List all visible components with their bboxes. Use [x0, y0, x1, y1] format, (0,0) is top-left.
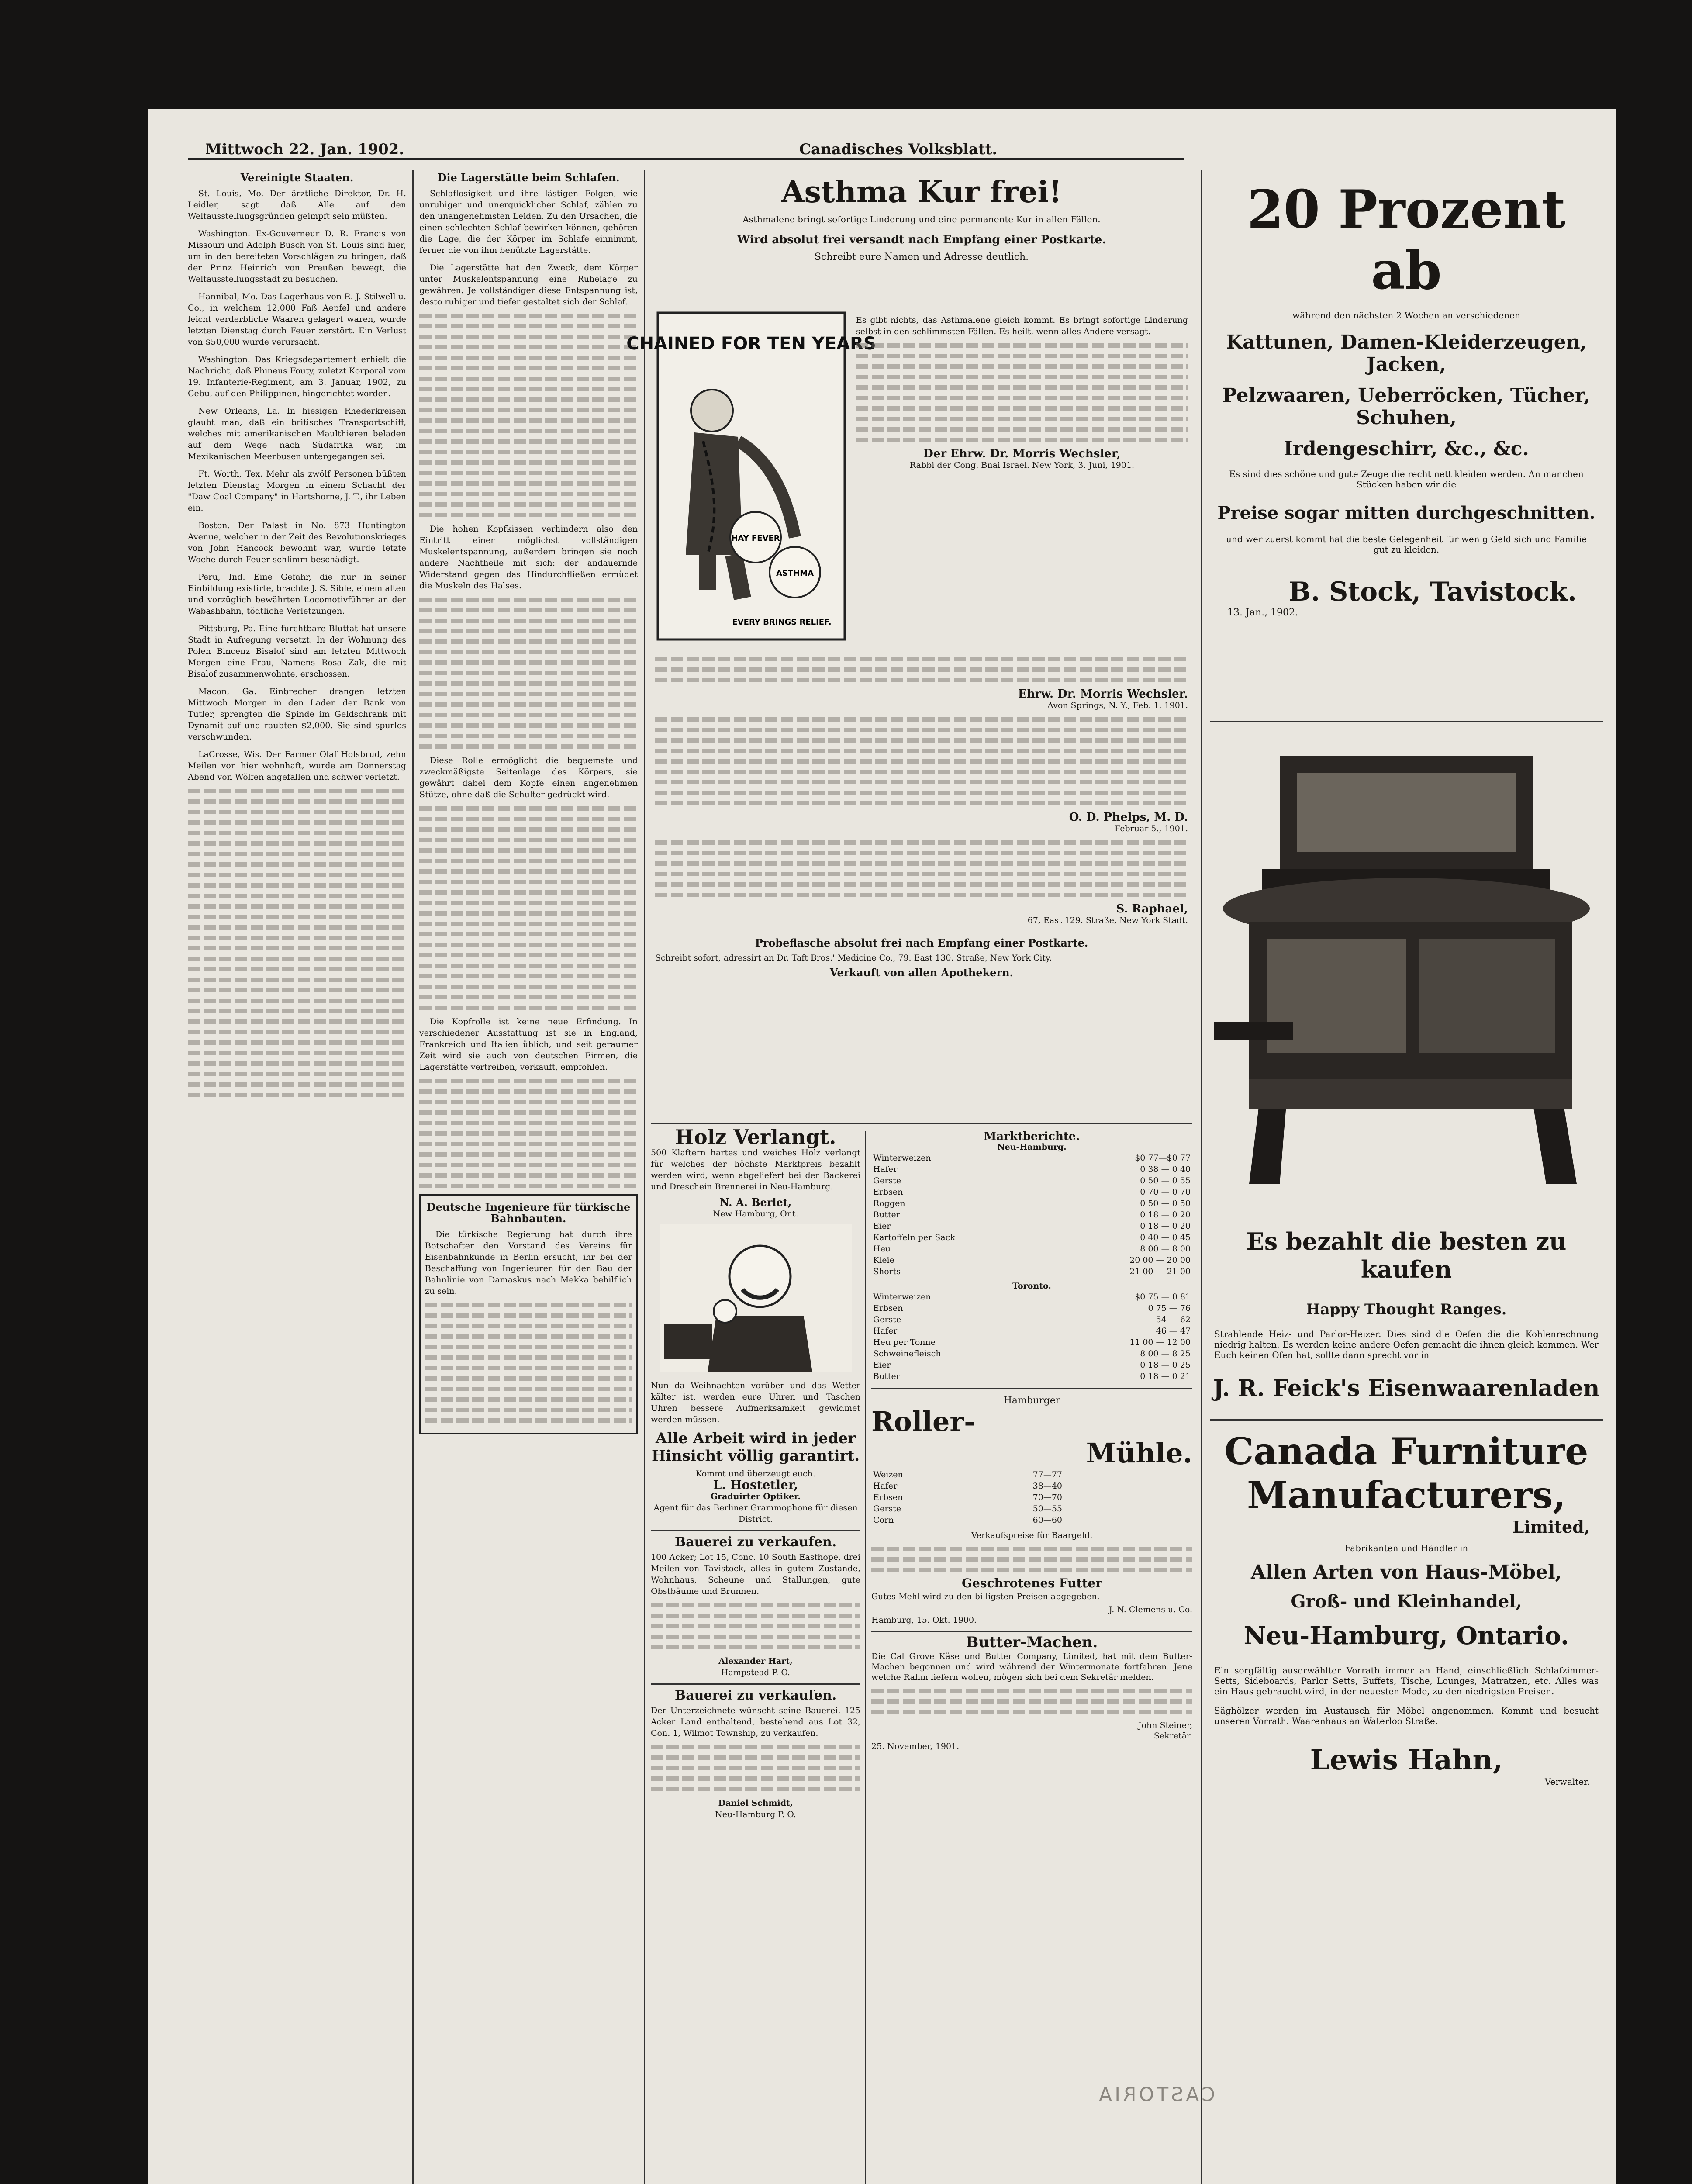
market-item: Kleie: [873, 1255, 894, 1265]
butter-title: Butter-Machen.: [966, 1634, 1098, 1651]
market-row: [871, 1325, 1192, 1337]
holz-place: New Hamburg, Ont.: [713, 1209, 798, 1219]
market-price: 0 18 — 0 20: [1140, 1221, 1191, 1231]
news-section-title: Vereinigte Staaten.: [240, 171, 354, 184]
market-price: 0 70 — 0 70: [1140, 1187, 1191, 1197]
column-rule: [412, 170, 414, 2184]
signature-wechsler: Der Ehrw. Dr. Morris Wechsler,: [923, 447, 1121, 460]
market-item: Hafer: [873, 1165, 898, 1174]
market-item: Hafer: [873, 1326, 898, 1336]
roller-date: Hamburg, 15. Okt. 1900.: [871, 1615, 977, 1625]
market-item: Gerste: [873, 1176, 901, 1185]
market-item: Erbsen: [873, 1187, 903, 1197]
column-rule: [865, 1131, 866, 2184]
stock-name: B. Stock, Tavistock.: [1288, 577, 1577, 607]
market-price: 20 00 — 20 00: [1129, 1255, 1191, 1265]
classifieds-left: [651, 1125, 860, 2184]
roller-price-table: [871, 1469, 1064, 1526]
chained-caption: CHAINED FOR TEN YEARS: [626, 334, 876, 354]
signature-wechsler-2-sub: Avon Springs, N. Y., Feb. 1. 1901.: [1047, 701, 1188, 710]
stock-ad: [1210, 170, 1603, 716]
market-item: Gerste: [873, 1315, 901, 1324]
market-item: Eier: [873, 1360, 891, 1370]
stock-goods-2: Pelzwaaren, Ueberröcken, Tücher, Schuhen,: [1222, 384, 1591, 429]
news-item: Ft. Worth, Tex. Mehr als zwölf Personen büßten letzten Dienstag Morgen in einem Schacht der "Daw Coal Company" in Hartshorne, J. T., ihr Leben ein.: [188, 469, 406, 513]
header-paper-name: Canadisches Volksblatt.: [799, 141, 998, 158]
stock-intro: während den nächsten 2 Wochen an verschiedenen: [1292, 310, 1520, 321]
article-title: Die Lagerstätte beim Schlafen.: [437, 171, 620, 184]
market-item: Heu per Tonne: [873, 1337, 936, 1347]
text-lines: [419, 598, 638, 749]
market-row: [871, 1164, 1192, 1175]
roller-signature: J. N. Clemens u. Co.: [1109, 1605, 1192, 1614]
signature-phelps: O. D. Phelps, M. D.: [1069, 811, 1188, 824]
stock-preise: Preise sogar mitten durchgeschnitten.: [1217, 503, 1595, 523]
market-row: [871, 1152, 1192, 1164]
column-article: [419, 170, 638, 2184]
article-paragraph: Die hohen Kopfkissen verhindern also den Eintritt einer möglichst vollständigen Muskelentspannung, außerdem bringen sie noch andere Nachtheile mit sich: der andauernde Widerstand gegen das Hindurchfließen ermüdet die Muskeln des Halses.: [419, 524, 638, 591]
section-rule: [1210, 721, 1603, 722]
text-lines: [419, 1079, 638, 1188]
asthma-footer-free: Probeflasche absolut frei nach Empfang einer Postkarte.: [755, 936, 1088, 949]
market-row: [871, 1243, 1192, 1254]
news-item: LaCrosse, Wis. Der Farmer Olaf Holsbrud, zehn Meilen von hier wohnhaft, wurde am Donnerstag Abend von Wölfen angefallen und schwer verletzt.: [188, 750, 406, 782]
bauerei2-name: Daniel Schmidt,: [718, 1798, 793, 1808]
market-price: 0 75 — 76: [1148, 1303, 1191, 1313]
asthma-free-line: Wird absolut frei versandt nach Empfang einer Postkarte.: [737, 233, 1106, 246]
text-lines: [419, 314, 638, 517]
furniture-trade: Groß- und Kleinhandel,: [1291, 1591, 1522, 1612]
market-row: [871, 1186, 1192, 1198]
asthma-footer-sold: Verkauft von allen Apothekern.: [830, 966, 1013, 979]
market-row: [871, 1198, 1192, 1209]
asthma-address-line: Schreibt eure Namen und Adresse deutlich.: [814, 252, 1029, 263]
section-rule: [871, 1631, 1192, 1632]
butter-date: 25. November, 1901.: [871, 1742, 960, 1751]
bauerei1-text: 100 Acker; Lot 15, Conc. 10 South Easthope, drei Meilen von Tavistock, alles in gutem Zustande, Wohnhaus, Scheune und Stallungen, gute Obstbäume und Brunnen.: [651, 1552, 860, 1596]
market-item: Winterweizen: [873, 1153, 931, 1163]
market-price: 54 — 62: [1156, 1315, 1191, 1324]
market-item: Roggen: [873, 1199, 905, 1208]
signature-wechsler-sub: Rabbi der Cong. Bnai Israel. New York, 3. Juni, 1901.: [909, 460, 1135, 470]
optiker-agent: Agent für das Berliner Grammophone für diesen District.: [653, 1503, 858, 1524]
text-lines: [856, 343, 1188, 442]
furniture-makers: Fabrikanten und Händler in: [1344, 1543, 1468, 1553]
section-rule: [871, 1388, 1192, 1389]
market-price: 0 50 — 0 55: [1140, 1176, 1191, 1185]
market-row: [871, 1266, 1192, 1277]
market-row: [871, 1209, 1192, 1220]
column-rule: [1201, 170, 1202, 2184]
market-price: 0 40 — 0 45: [1140, 1233, 1191, 1242]
furniture-line1: Canada Furniture: [1224, 1430, 1588, 1473]
text-lines: [871, 1689, 1192, 1714]
market-item: Butter: [873, 1210, 900, 1220]
butter-text: Die Cal Grove Käse und Butter Company, Limited, hat mit dem Butter-Machen begonnen und wird während der Wintermonate fortfahren. Jene welche Rahm liefern wollen, mögen sich bei dem Sekretär melden.: [871, 1652, 1192, 1682]
signature-raphael-sub: 67, East 129. Straße, New York Stadt.: [1027, 916, 1188, 925]
asthma-title: Asthma Kur frei!: [781, 175, 1062, 210]
news-item: St. Louis, Mo. Der ärztliche Direktor, Dr. H. Leidler, sagt daß Alle auf den Weltausstellungsgründen geimpft sein müßten.: [188, 189, 406, 221]
asthma-letters: [655, 651, 1188, 978]
market-price: 70—70: [1032, 1493, 1062, 1502]
holz-text: 500 Klaftern hartes und weiches Holz verlangt für welches der höchste Marktpreis bezahlt werden wird, wenn abgeliefert bei der Backerei und Dreschein Brennerei in Neu-Hamburg.: [651, 1148, 860, 1192]
text-lines: [419, 806, 638, 1010]
roller-futter: Geschrotenes Futter: [962, 1576, 1102, 1590]
market-item: Eier: [873, 1221, 891, 1231]
market-price: 0 50 — 0 50: [1140, 1199, 1191, 1208]
article-paragraph: Diese Rolle ermöglicht die bequemste und zweckmäßigste Seitenlage des Körpers, sie gewährt dabei dem Kopfe einen angenehmen Stütze, ohne daß die Schulter gedrückt wird.: [419, 756, 638, 799]
text-lines: [188, 789, 406, 1097]
news-item: New Orleans, La. In hiesigen Rhederkreisen glaubt man, daß ein britisches Transportschiff, welches mit amerikanischen Maulthieren beladen auf dem Wege nach Südafrika war, im Mexikanischen Meerbusen untergegangen sei.: [188, 406, 406, 461]
news-item: Washington. Das Kriegsdepartement erhielt die Nachricht, daß Phineus Fouty, zuletzt Korporal vom 19. Infanterie-Regiment, am 3. Januar, 1902, zu Cebu, auf den Philippinen, hingerichtet worden.: [188, 355, 406, 398]
asthma-text: Es gibt nichts, das Asthmalene gleich kommt. Es bringt sofortige Linderung selbst in den schlimmsten Fällen. Es heilt, wenn alles Andere versagt.: [856, 315, 1188, 336]
market-row: [871, 1232, 1192, 1243]
stove-headline: Es bezahlt die besten zu kaufen: [1246, 1227, 1567, 1283]
market-price: 0 18 — 0 20: [1140, 1210, 1191, 1220]
market-price: 8 00 — 8 25: [1140, 1349, 1191, 1358]
signature-raphael: S. Raphael,: [1116, 902, 1188, 916]
signature-wechsler-2: Ehrw. Dr. Morris Wechsler.: [1018, 688, 1188, 701]
news-item: Hannibal, Mo. Das Lagerhaus von R. J. Stilwell u. Co., in welchem 12,000 Faß Aepfel und andere leicht verderbliche Waaren gelagert waren, wurde letzten Dienstag durch Feuer zerstört. Ein Verlust von $50,000 wurde verursacht.: [188, 292, 406, 347]
news-item: Washington. Ex-Gouverneur D. R. Francis von Missouri und Adolph Busch von St. Louis sind hier, um in den bereiteten Vorschlägen zu bringen, daß der Prinz Heinrich von Preußen bewegt, die Weltausstellungsstadt zu besuchen.: [188, 229, 406, 284]
page-header: [188, 141, 1184, 160]
engineers-text: Die türkische Regierung hat durch ihre Botschafter den Vorstand des Vereins für Eisenbahnkunde in Berlin ersucht, ihr bei der Beschaffung von Ingenieuren für den Bau der Bahnlinie von Damaskus nach Mekka behilflich zu sein.: [425, 1230, 632, 1296]
holz-name: N. A. Berlet,: [719, 1196, 792, 1209]
optiker-invite: Kommt und überzeugt euch.: [696, 1469, 815, 1479]
engineers-box: [419, 1194, 638, 1434]
market-item: Kartoffeln per Sack: [873, 1233, 955, 1242]
relief-caption: EVERY BRINGS RELIEF.: [732, 618, 832, 627]
market-price: 21 00 — 21 00: [1129, 1267, 1191, 1276]
market-item: Gerste: [873, 1504, 901, 1514]
market-price: 60—60: [1032, 1515, 1062, 1525]
news-item: Peru, Ind. Eine Gefahr, die nur in seiner Einbildung existirte, brachte J. S. Sible, einem alten und vorzüglich bewährten Locomotivführer an der Wabashbahn, tödtliche Verletzungen.: [188, 572, 406, 616]
asthma-footer-address: Schreibt sofort, adressirt an Dr. Taft Bros.' Medicine Co., 79. East 130. Straße, New York City.: [655, 953, 1052, 963]
bauerei2-text: Der Unterzeichnete wünscht seine Bauerei, 125 Acker Land enthaltend, bestehend aus Lot 32, Con. 1, Wilmot Township, zu verkaufen.: [651, 1706, 860, 1738]
optiker-text: Nun da Weihnachten vorüber und das Wetter kälter ist, werden eure Uhren und Taschen Uhren bessere Aufmerksamkeit gewidmet werden müssen.: [651, 1381, 860, 1424]
market-item: Butter: [873, 1372, 900, 1381]
market-row: [871, 1359, 1192, 1371]
market-item: Erbsen: [873, 1493, 903, 1502]
market-price: 0 38 — 0 40: [1140, 1165, 1191, 1174]
newspaper-page: [148, 109, 1616, 2184]
bauerei2-place: Neu-Hamburg P. O.: [715, 1810, 796, 1819]
market-row: [871, 1291, 1192, 1303]
market-row: [871, 1348, 1192, 1359]
market-item: Erbsen: [873, 1303, 903, 1313]
markt-sub2: Toronto.: [1012, 1281, 1051, 1291]
markt-title: Marktberichte.: [984, 1130, 1080, 1143]
section-rule: [1210, 1419, 1603, 1421]
section-rule: [651, 1530, 860, 1531]
optiker-title: Graduirter Optiker.: [710, 1492, 801, 1501]
roller-line1: Roller-: [871, 1406, 975, 1438]
market-price: 8 00 — 8 00: [1140, 1244, 1191, 1254]
bauerei2-title: Bauerei zu verkaufen.: [674, 1688, 837, 1703]
market-row: [871, 1492, 1064, 1503]
news-item: Boston. Der Palast in No. 873 Huntington Avenue, welcher in der Zeit des Revolutionskrieges von John Hancock bewohnt war, wurde letzte Woche durch Feuer schlimm beschädigt.: [188, 521, 406, 564]
roller-line2: Mühle.: [1086, 1437, 1192, 1469]
section-rule: [651, 1683, 860, 1685]
stove-illustration: [1214, 738, 1599, 1219]
roller-futter-text: Gutes Mehl wird zu den billigsten Preisen abgegeben.: [871, 1592, 1100, 1601]
butter-name: John Steiner,: [1138, 1721, 1192, 1730]
asthma-ball-label: ASTHMA: [776, 569, 814, 578]
market-price: $0 77—$0 77: [1135, 1153, 1191, 1163]
furniture-name: Lewis Hahn,: [1310, 1744, 1503, 1776]
market-row: [871, 1254, 1192, 1266]
market-item: Heu: [873, 1244, 891, 1254]
market-row: [871, 1337, 1192, 1348]
bauerei1-name: Alexander Hart,: [718, 1656, 793, 1666]
optiker-headline: Alle Arbeit wird in jeder Hinsicht völlig garantirt.: [651, 1430, 860, 1465]
classifieds-right: [871, 1131, 1192, 2184]
text-lines: [651, 1745, 860, 1791]
stove-shop: J. R. Feick's Eisenwaarenladen: [1213, 1375, 1600, 1402]
article-paragraph: Schlaflosigkeit und ihre lästigen Folgen, wie unruhiger und unerquicklicher Schlaf, zählen zu den unangenehmsten Leiden. Zu den Ursachen, die einen schlechten Schlaf bewirken können, gehören die Lage, die der Körper im Schlafe einnimmt, ferner die von ihm benützte Lagerstätte.: [419, 189, 638, 255]
text-lines: [871, 1547, 1192, 1572]
hay-fever-ball-label: HAY FEVER: [731, 534, 780, 543]
optiker-name: L. Hostetler,: [713, 1478, 798, 1492]
news-item: Macon, Ga. Einbrecher drangen letzten Mittwoch Morgen in den Laden der Bank von Tutler, sprengten die Spinde im Geldschrank mit Dynamit auf und raubten $2,000. Sie sind spurlos verschwunden.: [188, 687, 406, 742]
stock-note: und wer zuerst kommt hat die beste Gelegenheit für wenig Geld sich und Familie gut zu kleiden.: [1226, 534, 1587, 555]
text-lines: [655, 657, 1188, 682]
furniture-text-2: Säghölzer werden im Austausch für Möbel angenommen. Kommt und besucht unseren Vorrath. Waarenhaus an Waterloo Straße.: [1214, 1705, 1599, 1726]
market-row: [871, 1314, 1192, 1325]
butter-role: Sekretär.: [1153, 1731, 1192, 1741]
stock-text: Es sind dies schöne und gute Zeuge die recht nett kleiden werden. An manchen Stücken haben wir die: [1229, 469, 1584, 490]
market-price: 77—77: [1032, 1470, 1062, 1479]
market-row: [871, 1303, 1192, 1314]
stock-headline: 20 Prozent ab: [1247, 179, 1566, 301]
market-price: $0 75 — 0 81: [1135, 1292, 1191, 1302]
market-row: [871, 1503, 1064, 1514]
article-paragraph: Die Lagerstätte hat den Zweck, dem Körper unter Muskelentspannung eine Ruhelage zu gewähren. Je vollständiger diese Entspannung ist, desto ruhiger und tiefer gestaltet sich der Schlaf.: [419, 263, 638, 307]
engineers-title: Deutsche Ingenieure für türkische Bahnbauten.: [426, 1201, 631, 1225]
news-item: Pittsburg, Pa. Eine furchtbare Bluttat hat unsere Stadt in Aufregung versetzt. In der Wohnung des Polen Bincenz Bisalof sind am letzten Mittwoch Morgen eine Frau, Namens Rosa Zak, die mit Bisalof zusammenwohnte, erschossen.: [188, 624, 406, 679]
market-row: [871, 1220, 1192, 1232]
market-item: Corn: [873, 1515, 894, 1525]
furniture-place: Neu-Hamburg, Ontario.: [1243, 1621, 1569, 1650]
stock-goods-1: Kattunen, Damen-Kleiderzeugen, Jacken,: [1226, 331, 1587, 376]
market-price: 50—55: [1032, 1504, 1062, 1514]
holz-title: Holz Verlangt.: [675, 1125, 836, 1149]
furniture-limited: Limited,: [1512, 1517, 1590, 1537]
market-price: 0 18 — 0 25: [1140, 1360, 1191, 1370]
market-table-toronto: [871, 1291, 1192, 1382]
market-row: [871, 1514, 1064, 1526]
section-rule: [651, 1123, 1192, 1124]
text-lines: [655, 717, 1188, 805]
bauerei1-title: Bauerei zu verkaufen.: [674, 1534, 837, 1550]
stock-date: 13. Jan., 1902.: [1227, 607, 1298, 618]
optician-illustration: [660, 1224, 852, 1372]
column-news: [188, 170, 406, 2184]
market-item: Shorts: [873, 1267, 901, 1276]
stove-furniture-ads: [1210, 1227, 1603, 2184]
furniture-line2: Manufacturers,: [1247, 1473, 1566, 1517]
market-row: [871, 1480, 1064, 1492]
stove-brand: Happy Thought Ranges.: [1306, 1301, 1507, 1318]
market-price: 38—40: [1032, 1481, 1062, 1491]
market-row: [871, 1175, 1192, 1186]
stock-goods-3: Irdengeschirr, &c., &c.: [1284, 438, 1529, 460]
market-item: Winterweizen: [873, 1292, 931, 1302]
market-item: Schweinefleisch: [873, 1349, 941, 1358]
text-lines: [651, 1603, 860, 1649]
stove-text: Strahlende Heiz- und Parlor-Heizer. Dies sind die Oefen die die Kohlenrechnung niedrig halten. Es werden keine andere Oefen gemacht die ihnen gleich kommen. Wer Euch keinen Ofen hat, sollte dann sprecht vor in: [1214, 1329, 1599, 1360]
asthma-ad: [626, 170, 1192, 1118]
text-lines: [425, 1303, 632, 1423]
market-row: [871, 1469, 1064, 1480]
asthma-subtitle: Asthmalene bringt sofortige Linderung und eine permanente Kur in allen Fällen.: [742, 214, 1101, 225]
text-lines: [655, 840, 1188, 897]
column-rule: [644, 170, 645, 2184]
signature-phelps-sub: Februar 5., 1901.: [1115, 824, 1188, 833]
market-price: 0 18 — 0 21: [1140, 1372, 1191, 1381]
furniture-role: Verwalter.: [1544, 1776, 1590, 1787]
markt-sub1: Neu-Hamburg.: [997, 1142, 1067, 1152]
market-table-neu-hamburg: [871, 1152, 1192, 1277]
furniture-goods: Allen Arten von Haus-Möbel,: [1251, 1561, 1562, 1583]
roller-label: Hamburger: [1003, 1395, 1060, 1406]
bauerei1-place: Hampstead P. O.: [721, 1668, 790, 1677]
asthma-text-block: [856, 314, 1188, 471]
bleed-through-text: CASTORIA: [1096, 2084, 1215, 2106]
roller-prices-label: Verkaufspreise für Baargeld.: [971, 1531, 1093, 1540]
header-date: Mittwoch 22. Jan. 1902.: [205, 141, 404, 158]
article-paragraph: Die Kopfrolle ist keine neue Erfindung. In verschiedener Ausstattung ist sie in England, Frankreich und Italien üblich, und seit geraumer Zeit wird sie auch von deutschen Firmen, die Lagerstätte vertreiben, verkauft, empfohlen.: [419, 1017, 638, 1072]
furniture-text-1: Ein sorgfältig auserwählter Vorrath immer an Hand, einschließlich Schlafzimmer-Setts, Sideboards, Parlor Setts, Buffets, Tische, Lounges, Matratzen, etc. Alles was ein Haus gebraucht wird, in der neuesten Mode, zu den niedrigsten Preisen.: [1214, 1665, 1599, 1697]
market-price: 46 — 47: [1156, 1326, 1191, 1336]
chained-man-illustration: [626, 310, 876, 642]
market-row: [871, 1371, 1192, 1382]
market-item: Weizen: [873, 1470, 903, 1479]
market-price: 11 00 — 12 00: [1129, 1337, 1191, 1347]
market-item: Hafer: [873, 1481, 898, 1491]
